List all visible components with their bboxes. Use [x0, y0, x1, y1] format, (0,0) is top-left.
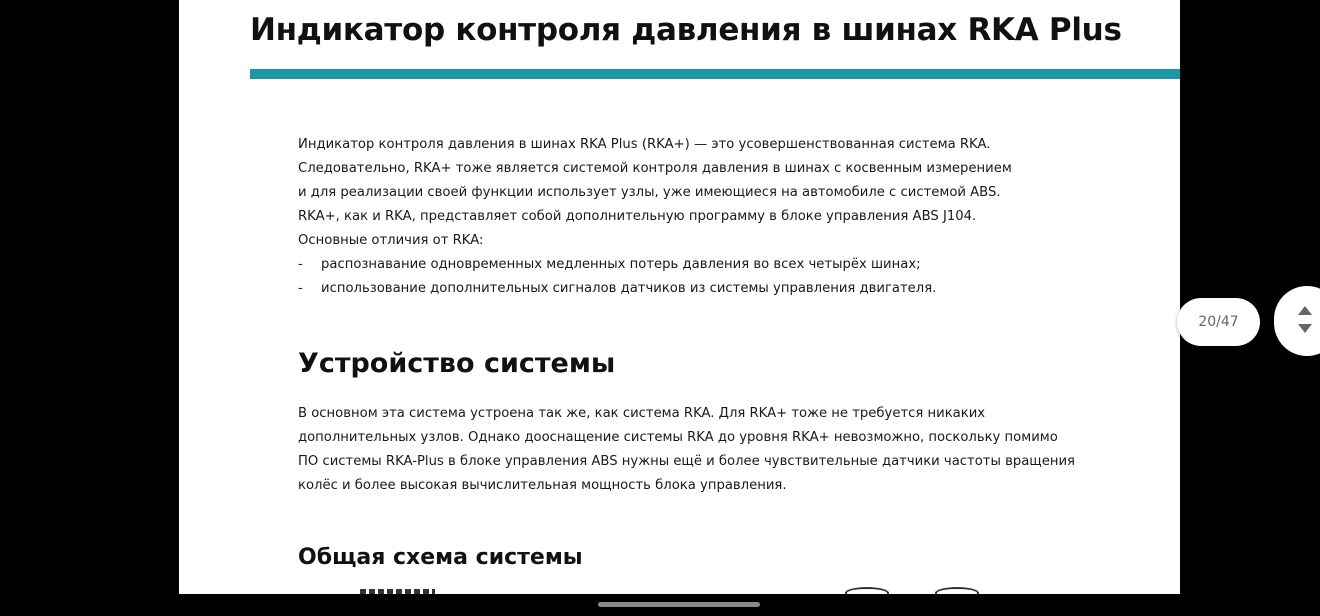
- page-scroll-control[interactable]: [1274, 286, 1320, 356]
- structure-line: колёс и более высокая вычислительная мощность блока управления.: [298, 478, 787, 493]
- intro-line: и для реализации своей функции использует узлы, уже имеющиеся на автомобиле с системой ABS.: [298, 185, 1001, 200]
- structure-line: ПО системы RKA-Plus в блоке управления ABS нужны ещё и более чувствительные датчики частоты вращения: [298, 454, 1075, 469]
- bullet-marker: -: [298, 281, 303, 296]
- title-accent-rule: [250, 69, 1180, 79]
- structure-paragraph: [298, 402, 1075, 498]
- diagram-wheel-fragment: [935, 587, 979, 594]
- bullet-item: [298, 277, 1012, 301]
- chevron-down-icon[interactable]: [1298, 324, 1312, 333]
- intro-line: RKA+, как и RKA, представляет собой дополнительную программу в блоке управления ABS J104.: [298, 209, 977, 224]
- section-heading-structure: Устройство системы: [298, 348, 616, 379]
- bullet-marker: -: [298, 257, 303, 272]
- document-title: Индикатор контроля давления в шинах RKA Plus: [250, 12, 1122, 48]
- home-indicator[interactable]: [598, 602, 760, 607]
- chevron-up-icon[interactable]: [1298, 306, 1312, 315]
- diagram-fragment: [360, 589, 435, 594]
- section-heading-scheme: Общая схема системы: [298, 545, 583, 570]
- intro-line: Индикатор контроля давления в шинах RKA Plus (RKA+) — это усовершенствованная система RKA.: [298, 137, 991, 152]
- bullet-text: распознавание одновременных медленных потерь давления во всех четырёх шинах;: [321, 257, 921, 272]
- intro-line: Следовательно, RKA+ тоже является системой контроля давления в шинах с косвенным измерением: [298, 161, 1012, 176]
- structure-line: дополнительных узлов. Однако дооснащение системы RKA до уровня RKA+ невозможно, поскольку помимо: [298, 430, 1058, 445]
- intro-paragraph: [298, 133, 1012, 301]
- page-counter: 20/47: [1177, 298, 1260, 346]
- bullet-text: использование дополнительных сигналов датчиков из системы управления двигателя.: [321, 281, 937, 296]
- diagram-wheel-fragment: [845, 587, 889, 594]
- intro-line: Основные отличия от RKA:: [298, 233, 484, 248]
- structure-line: В основном эта система устроена так же, как система RKA. Для RKA+ тоже не требуется никаких: [298, 406, 986, 421]
- document-page[interactable]: [179, 0, 1180, 594]
- bullet-item: [298, 253, 1012, 277]
